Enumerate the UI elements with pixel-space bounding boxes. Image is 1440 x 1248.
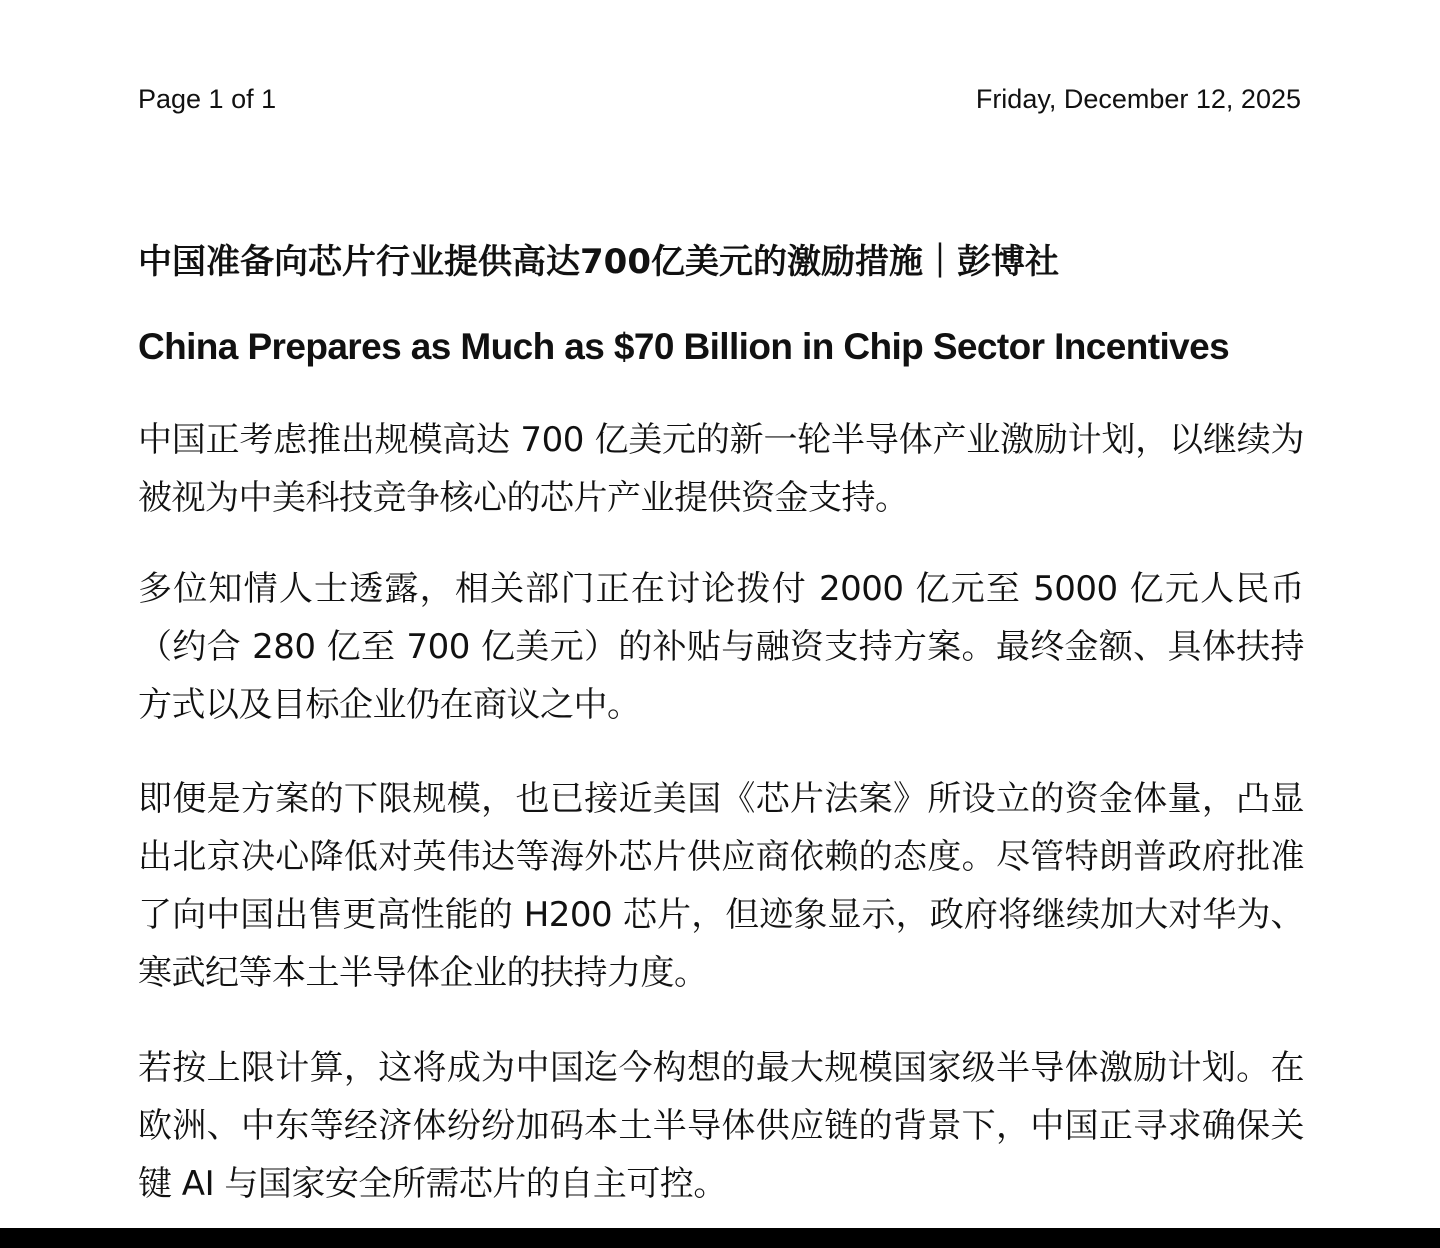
article-body [138, 238, 1304, 1213]
article-paragraph-4: 若按上限计算，这将成为中国迄今构想的最大规模国家级半导体激励计划。在欧洲、中东等经济体纷纷加码本土半导体供应链的背景下，中国正寻求确保关键 AI 与国家安全所需芯片的自主可控。 [138, 1048, 1304, 1204]
bottom-edge-bar [0, 1228, 1440, 1248]
page-indicator: Page 1 of 1 [138, 84, 277, 114]
article-paragraph-3: 即便是方案的下限规模，也已接近美国《芯片法案》所设立的资金体量，凸显出北京决心降低对英伟达等海外芯片供应商依赖的态度。尽管特朗普政府批准了向中国出售更高性能的 H200 芯片，但迹象显示，政府将继续加大对华为、寒武纪等本土半导体企业的扶持力度。 [138, 779, 1304, 993]
article-title-english: China Prepares as Much as $70 Billion in Chip Sector Incentives [138, 326, 1230, 367]
article-paragraph-1: 中国正考虑推出规模高达 700 亿美元的新一轮半导体产业激励计划，以继续为被视为中美科技竞争核心的芯片产业提供资金支持。 [138, 420, 1304, 518]
article-paragraph-2: 多位知情人士透露，相关部门正在讨论拨付 2000 亿元至 5000 亿元人民币（约合 280 亿至 700 亿美元）的补贴与融资支持方案。最终金额、具体扶持方式以及目标企业仍在商议之中。 [138, 569, 1304, 725]
print-date: Friday, December 12, 2025 [975, 84, 1301, 114]
article-title-chinese: 中国准备向芯片行业提供高达700亿美元的激励措施｜彭博社 [138, 242, 1059, 282]
